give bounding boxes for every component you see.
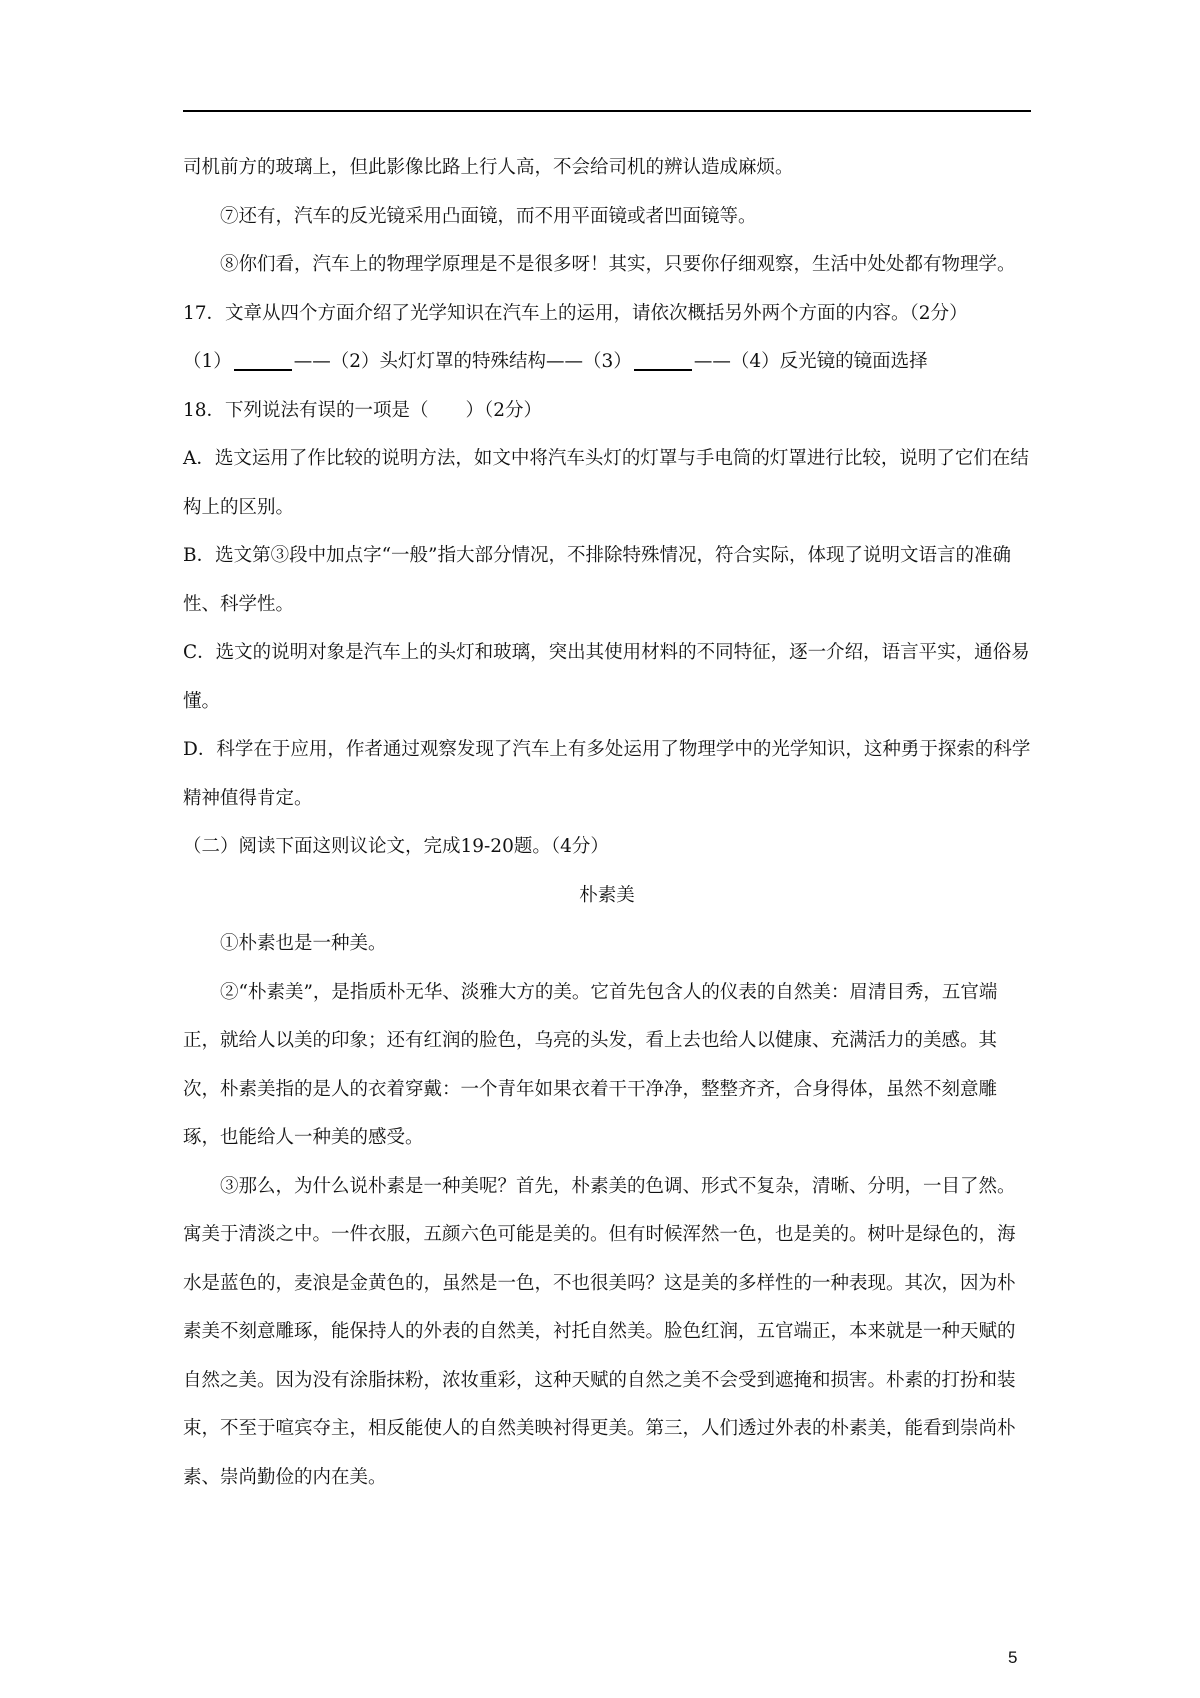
q17-part-1: （1） <box>183 351 232 372</box>
option-c: C．选文的说明对象是汽车上的头灯和玻璃，突出其使用材料的不同特征，逐一介绍，语言平实，通俗易懂。 <box>183 642 1030 712</box>
document-body <box>183 144 1031 1502</box>
question-18: 18．下列说法有误的一项是（ ）（2分） <box>183 399 543 421</box>
paragraph-continuation: 司机前方的玻璃上，但此影像比路上行人高，不会给司机的辨认造成麻烦。 <box>183 157 794 178</box>
option-b: B．选文第③段中加点字“一般”指大部分情况，不排除特殊情况，符合实际，体现了说明文语言的准确性、科学性。 <box>183 545 1012 615</box>
option-a: A．选文运用了作比较的说明方法，如文中将汽车头灯的灯罩与手电筒的灯罩进行比较，说明了它们在结构上的区别。 <box>183 448 1029 518</box>
paragraph-7: ⑦还有，汽车的反光镜采用凸面镜，而不用平面镜或者凹面镜等。 <box>220 205 757 227</box>
essay-paragraph-3: ③那么，为什么说朴素是一种美呢？首先，朴素美的色调、形式不复杂，清晰、分明，一目了然。寓美于清淡之中。一件衣服，五颜六色可能是美的。但有时候浑然一色，也是美的。树叶是绿色的，海水是蓝色的，麦浪是金黄色的，虽然是一色，不也很美吗？这是美的多样性的一种表现。其次，因为朴素美不刻意雕琢，能保持人的外表的自然美，衬托自然美。脸色红润，五官端正，本来就是一种天赋的自然之美。因为没有涂脂抹粉，浓妆重彩，这种天赋的自然之美不会受到遮掩和损害。朴素的打扮和装束，不至于喧宾夺主，相反能使人的自然美映衬得更美。第三，人们透过外表的朴素美，能看到崇尚朴素、崇尚勤俭的内在美。 <box>183 1175 1016 1488</box>
question-17-answer-line <box>183 338 1031 387</box>
answer-blank-1[interactable] <box>234 351 292 372</box>
q17-part-3: ——（4）反光镜的镜面选择 <box>693 351 928 372</box>
essay-title: 朴素美 <box>579 884 635 906</box>
section-2-intro: （二）阅读下面这则议论文，完成19-20题。（4分） <box>183 836 609 857</box>
q17-part-2: ——（2）头灯灯罩的特殊结构——（3） <box>293 351 632 372</box>
page-number: 5 <box>1008 1648 1018 1667</box>
essay-paragraph-2: ②“朴素美”，是指质朴无华、淡雅大方的美。它首先包含人的仪表的自然美：眉清目秀，五官端正，就给人以美的印象；还有红润的脸色，乌亮的头发，看上去也给人以健康、充满活力的美感。其次，朴素美指的是人的衣着穿戴：一个青年如果衣着干干净净，整整齐齐，合身得体，虽然不刻意雕琢，也能给人一种美的感受。 <box>183 981 998 1148</box>
paragraph-8: ⑧你们看，汽车上的物理学原理是不是很多呀！其实，只要你仔细观察，生活中处处都有物理学。 <box>220 254 1016 275</box>
answer-blank-2[interactable] <box>634 351 692 372</box>
option-d: D．科学在于应用，作者通过观察发现了汽车上有多处运用了物理学中的光学知识，这种勇于探索的科学精神值得肯定。 <box>183 739 1031 809</box>
question-17: 17．文章从四个方面介绍了光学知识在汽车上的运用，请依次概括另外两个方面的内容。（2分） <box>183 302 968 324</box>
header-rule <box>183 110 1031 112</box>
essay-paragraph-1: ①朴素也是一种美。 <box>220 933 387 954</box>
